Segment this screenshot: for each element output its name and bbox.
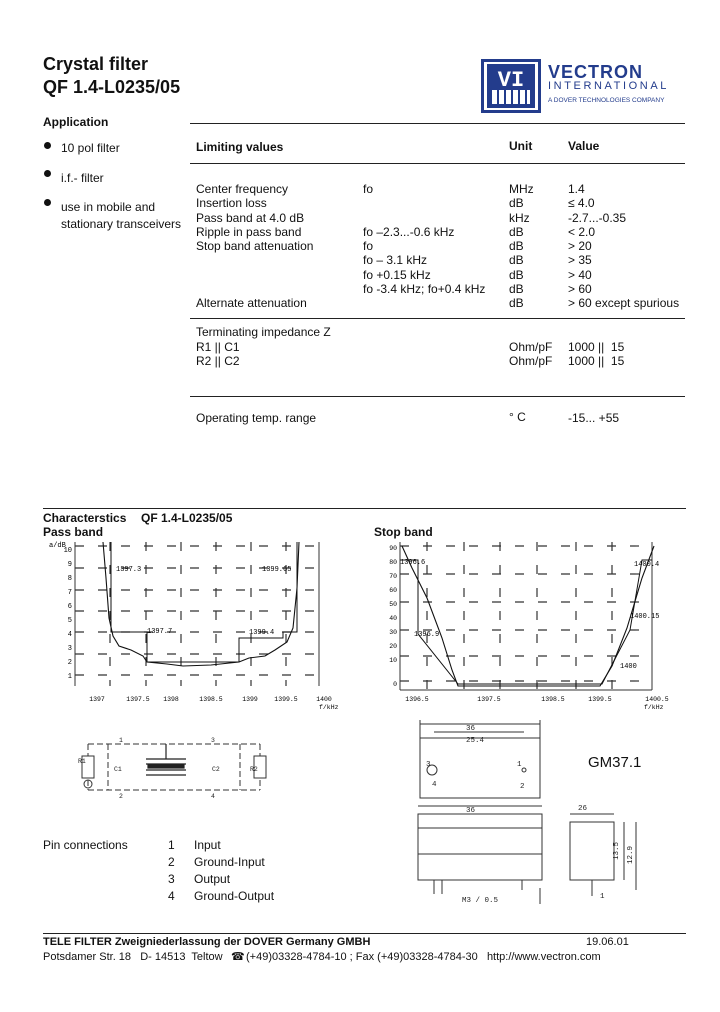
grid-lines	[400, 542, 652, 690]
table-row	[196, 268, 679, 282]
col-unit: Unit	[509, 139, 533, 153]
package-model: GM37.1	[588, 754, 642, 771]
application-item: stationary transceivers	[61, 217, 182, 231]
pin-label-4: 4	[432, 781, 437, 789]
value-cell: > 40	[568, 267, 592, 282]
pin-hole-icon	[522, 768, 526, 772]
dim-height: 13.5	[613, 841, 621, 860]
grid-lines	[75, 542, 319, 686]
x-tick-label: 1398.5	[199, 696, 223, 703]
impedance-r1-unit: Ohm/pF	[509, 340, 553, 354]
phone-icon: ☎	[231, 951, 245, 963]
y-tick-label: 50	[389, 601, 397, 608]
y-unit-label: a/dB	[49, 542, 66, 550]
bullet-icon	[44, 142, 51, 149]
x-tick-label: 1399.5	[588, 696, 612, 703]
stop-band-chart	[372, 538, 682, 710]
y-tick-label: 30	[389, 629, 397, 636]
value-cell: < 2.0	[568, 224, 596, 239]
footer-date: 19.06.01	[586, 936, 629, 948]
x-tick-label: 1398.5	[541, 696, 565, 703]
logo-sub: INTERNATIONAL	[548, 80, 669, 92]
title-line-1: Crystal filter	[43, 54, 149, 74]
title-line-2: QF 1.4-L0235/05	[43, 77, 181, 97]
y-tick-label: 60	[389, 587, 397, 594]
pass-band-curve	[103, 542, 299, 666]
bullet-icon	[44, 170, 51, 177]
value-cell: > 60	[568, 282, 592, 297]
param-cell	[196, 268, 363, 282]
divider-impedance	[190, 318, 685, 319]
annotation-label: 1399.65	[262, 566, 292, 574]
col-value: Value	[568, 139, 600, 153]
impedance-r2: R2 || C2	[196, 354, 240, 368]
divider-header	[190, 163, 685, 164]
y-tick-label: 2	[67, 659, 72, 667]
circuit-diagram	[74, 734, 274, 798]
footer-company: TELE FILTER Zweigniederlassung der DOVER Germany GMBH	[43, 936, 371, 948]
value-cell: > 60 except spurious	[568, 296, 680, 311]
unit-cell: dB	[509, 239, 524, 254]
dim-height-2: 12.9	[627, 845, 635, 864]
pin-label: Ground-Output	[194, 889, 275, 903]
dim-thread: M3 / 0.5	[462, 897, 499, 905]
temp-label: Operating temp. range	[196, 411, 317, 425]
application-item: i.f.- filter	[61, 171, 104, 185]
col-limiting-values: Limiting values	[196, 140, 284, 154]
unit-cell: dB	[509, 196, 524, 211]
annotation-label: 1399.4	[249, 629, 275, 637]
pass-band-chart	[43, 538, 348, 710]
label-pin-2: 2	[119, 793, 123, 798]
table-row	[196, 225, 679, 239]
dim-top: 36	[466, 807, 476, 815]
condition-cell: fo –2.3...-0.6 kHz	[363, 224, 455, 239]
pin-label: Input	[194, 838, 221, 852]
x-tick-label: 1399	[242, 696, 258, 703]
application-heading: Application	[43, 115, 109, 129]
logo-mark-text: VI	[497, 68, 525, 93]
y-tick-label: 1	[67, 673, 72, 681]
impedance-r1: R1 || C1	[196, 340, 240, 354]
y-tick-label: 10	[389, 657, 397, 664]
param-cell: Pass band at 4.0 dB	[196, 210, 305, 225]
pin-label-1: 1	[517, 761, 522, 769]
x-tick-label: 1397.5	[477, 696, 501, 703]
pin-label-3: 3	[426, 761, 431, 769]
limiting-table	[196, 182, 679, 311]
label-r2: R2	[250, 766, 258, 773]
annotation-label: 1400.15	[630, 613, 660, 621]
condition-cell: fo	[363, 182, 374, 196]
unit-cell: dB	[509, 282, 524, 297]
table-row	[196, 182, 679, 196]
y-tick-label: 5	[67, 617, 72, 625]
x-tick-label: 1399.5	[274, 696, 298, 703]
value-cell: > 35	[568, 253, 592, 268]
dim-width: 36	[466, 725, 476, 733]
package-end-view	[570, 822, 614, 880]
package-side-view	[418, 814, 542, 880]
value-cell: ≤ 4.0	[568, 196, 595, 211]
x-tick-label: 1397.5	[126, 696, 150, 703]
label-pin-4: 4	[211, 793, 215, 798]
characteristics-heading: Characterstics	[43, 511, 127, 525]
logo-tagline: A DOVER TECHNOLOGIES COMPANY	[548, 97, 665, 104]
divider-top	[190, 123, 685, 124]
crystal-filter-symbol	[146, 744, 186, 775]
y-tick-label: 8	[67, 575, 72, 583]
pin-label: Ground-Input	[194, 855, 265, 869]
divider-characteristics	[43, 508, 686, 509]
pin-connections-heading: Pin connections	[43, 838, 128, 852]
footer-contact: (+49)03328-4784-10 ; Fax (+49)03328-4784-30 http://www.vectron.com	[246, 951, 601, 963]
y-tick-label: 20	[389, 643, 397, 650]
pin-number: 2	[168, 855, 175, 869]
condition-cell: fo +0.15 kHz	[363, 267, 431, 282]
value-cell: -2.7...-0.35	[568, 210, 627, 225]
param-cell: Stop band attenuation	[196, 239, 314, 254]
condition-cell: fo – 3.1 kHz	[363, 253, 428, 268]
impedance-r2-unit: Ohm/pF	[509, 354, 553, 368]
footer-address: Potsdamer Str. 18 D- 14513 Teltow	[43, 951, 223, 963]
table-row	[196, 211, 679, 225]
y-tick-label: 10	[63, 547, 72, 555]
table-row	[196, 282, 679, 296]
y-tick-label: 70	[389, 573, 397, 580]
y-tick-label: 6	[67, 603, 72, 611]
label-pin-3: 3	[211, 737, 215, 744]
label-c1: C1	[114, 766, 122, 773]
pin-label: Output	[194, 872, 231, 886]
dim-pin-len: 1	[600, 893, 605, 901]
condition-cell: fo -3.4 kHz; fo+0.4 kHz	[363, 282, 486, 297]
condition-cell	[363, 211, 509, 225]
table-row	[196, 296, 679, 310]
y-tick-label: 80	[389, 559, 397, 566]
temp-unit: ° C	[509, 410, 526, 424]
param-cell	[196, 253, 363, 267]
dim-pins: 25.4	[466, 737, 485, 745]
table-row	[196, 196, 679, 210]
y-tick-label: 3	[67, 645, 72, 653]
annotation-label: 1400.4	[634, 561, 660, 569]
param-cell: Alternate attenuation	[196, 296, 307, 311]
package-drawing	[404, 718, 644, 912]
param-cell: Center frequency	[196, 182, 289, 196]
param-cell: Insertion loss	[196, 196, 267, 211]
pass-band-mask	[111, 542, 297, 662]
unit-cell: kHz	[509, 210, 530, 225]
divider-temp	[190, 396, 685, 397]
unit-cell: dB	[509, 296, 524, 311]
annotation-label: 1397.7	[147, 628, 173, 636]
annotation-label: 1396.6	[400, 559, 426, 567]
table-row	[196, 239, 679, 253]
unit-cell: dB	[509, 253, 524, 268]
footer-divider	[43, 933, 686, 934]
temp-value: -15... +55	[568, 411, 620, 425]
x-unit-label: f/kHz	[644, 704, 664, 710]
logo-name: VECTRON	[548, 62, 644, 82]
application-item: 10 pol filter	[61, 141, 120, 155]
unit-cell: dB	[509, 224, 524, 239]
x-tick-label: 1398	[163, 696, 179, 703]
annotation-label: 1397.3	[116, 566, 142, 574]
y-tick-label: 4	[67, 631, 72, 639]
param-cell	[196, 282, 363, 296]
condition-cell	[363, 296, 509, 310]
pin-number: 3	[168, 872, 175, 886]
y-tick-label: 0	[393, 681, 397, 688]
label-pin-1: 1	[119, 737, 123, 744]
characteristics-model: QF 1.4-L0235/05	[141, 511, 233, 525]
label-r1: R1	[78, 758, 86, 765]
condition-cell	[363, 196, 509, 210]
param-cell: Ripple in pass band	[196, 224, 302, 239]
dim-side: 26	[578, 805, 588, 813]
label-c2: C2	[212, 766, 220, 773]
stop-band-title: Stop band	[374, 525, 433, 539]
stop-band-curve	[402, 546, 654, 686]
pin-number: 4	[168, 889, 175, 903]
condition-cell: fo	[363, 239, 374, 254]
impedance-r1-value: 1000 || 15	[568, 340, 625, 354]
annotation-label: 1396.9	[414, 631, 440, 639]
annotation-label: 1400	[620, 663, 637, 671]
table-row	[196, 253, 679, 267]
pin-number: 1	[168, 838, 175, 852]
x-tick-label: 1400	[316, 696, 332, 703]
bullet-icon	[44, 199, 51, 206]
stop-band-mask	[400, 560, 652, 684]
logo-mark	[481, 59, 541, 113]
application-item: use in mobile and	[61, 200, 156, 214]
pin-label-2: 2	[520, 783, 525, 791]
x-tick-label: 1396.5	[405, 696, 429, 703]
pass-band-title: Pass band	[43, 525, 104, 539]
y-tick-label: 7	[67, 589, 72, 597]
y-tick-label: 9	[67, 561, 72, 569]
x-tick-label: 1397	[89, 696, 105, 703]
unit-cell: dB	[509, 267, 524, 282]
unit-cell: MHz	[509, 182, 534, 196]
y-tick-label: 90	[389, 545, 397, 552]
impedance-r2-value: 1000 || 15	[568, 354, 625, 368]
impedance-heading: Terminating impedance Z	[196, 325, 331, 339]
value-cell: > 20	[568, 239, 592, 254]
x-unit-label: f/kHz	[319, 704, 339, 710]
x-tick-label: 1400.5	[645, 696, 669, 703]
value-cell: 1.4	[568, 182, 585, 196]
y-tick-label: 40	[389, 615, 397, 622]
vi-logo-icon	[482, 60, 540, 112]
